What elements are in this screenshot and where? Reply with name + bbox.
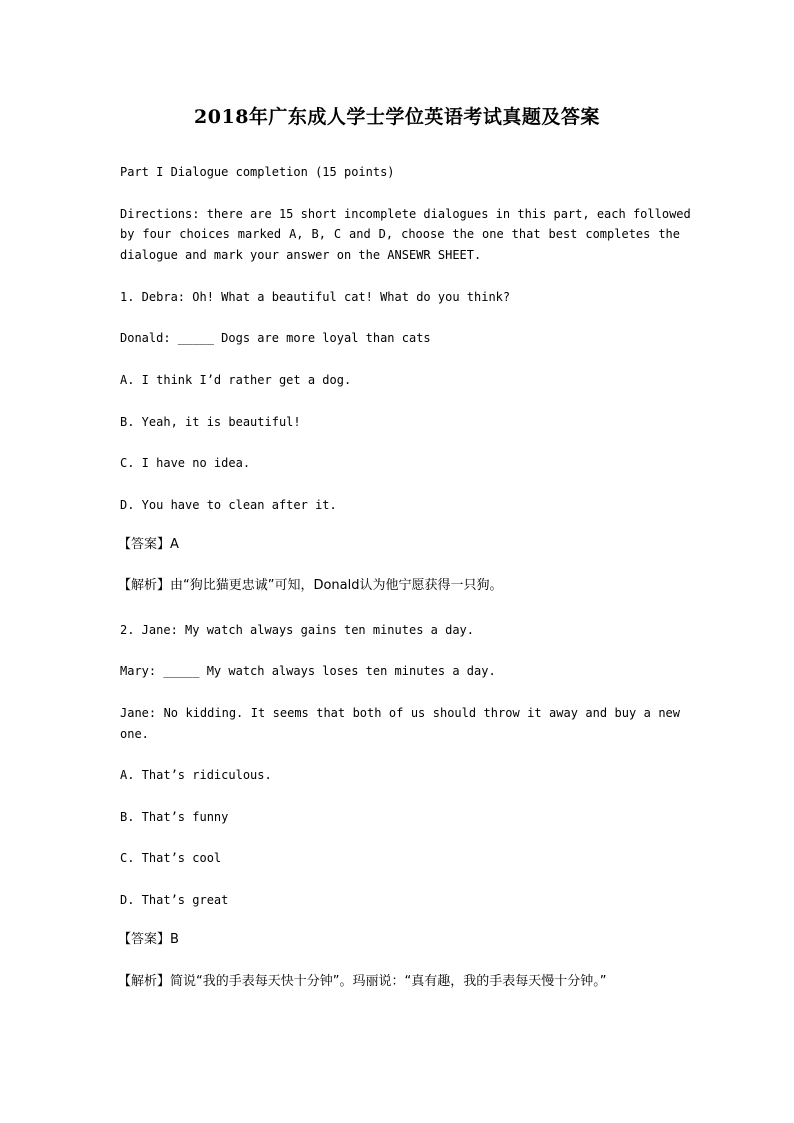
question-2-option-c: C. That’s cool [120,851,222,865]
question-1-option-b: B. Yeah, it is beautiful! [120,415,301,429]
question-1-option-c: C. I have no idea. [120,456,251,470]
question-2-line-2: Mary: _____ My watch always loses ten minutes a day. [120,664,496,678]
document-title: 2018年广东成人学士学位英语考试真题及答案 [194,106,600,128]
directions-line-2: by four choices marked A, B, C and D, choose the one that best completes the [120,227,680,241]
question-2-answer: 【答案】B [118,932,179,947]
question-2-option-d: D. That’s great [120,893,229,907]
question-1-option-d: D. You have to clean after it. [120,498,337,512]
question-2-line-3: Jane: No kidding. It seems that both of us should throw it away and buy a new [120,706,680,720]
question-1-analysis: 【解析】由“狗比猫更忠诚”可知，Donald认为他宁愿获得一只狗。 [118,578,503,593]
question-2-line-1: 2. Jane: My watch always gains ten minutes a day. [120,623,475,637]
question-1-option-a: A. I think I’d rather get a dog. [120,373,352,387]
question-2-option-b: B. That’s funny [120,810,229,824]
part-heading: Part I Dialogue completion (15 points) [120,165,395,179]
question-2-option-a: A. That’s ridiculous. [120,768,272,782]
question-2-analysis: 【解析】简说“我的手表每天快十分钟”。玛丽说：“真有趣，我的手表每天慢十分钟。” [118,974,607,989]
directions-line-1: Directions: there are 15 short incomplete dialogues in this part, each followed [120,207,691,221]
question-1-line-1: 1. Debra: Oh! What a beautiful cat! What do you think? [120,290,511,304]
directions-line-3: dialogue and mark your answer on the ANSEWR SHEET. [120,248,482,262]
question-2-line-4: one. [120,727,149,741]
question-1-answer: 【答案】A [118,537,179,552]
question-1-line-2: Donald: _____ Dogs are more loyal than cats [120,331,431,345]
